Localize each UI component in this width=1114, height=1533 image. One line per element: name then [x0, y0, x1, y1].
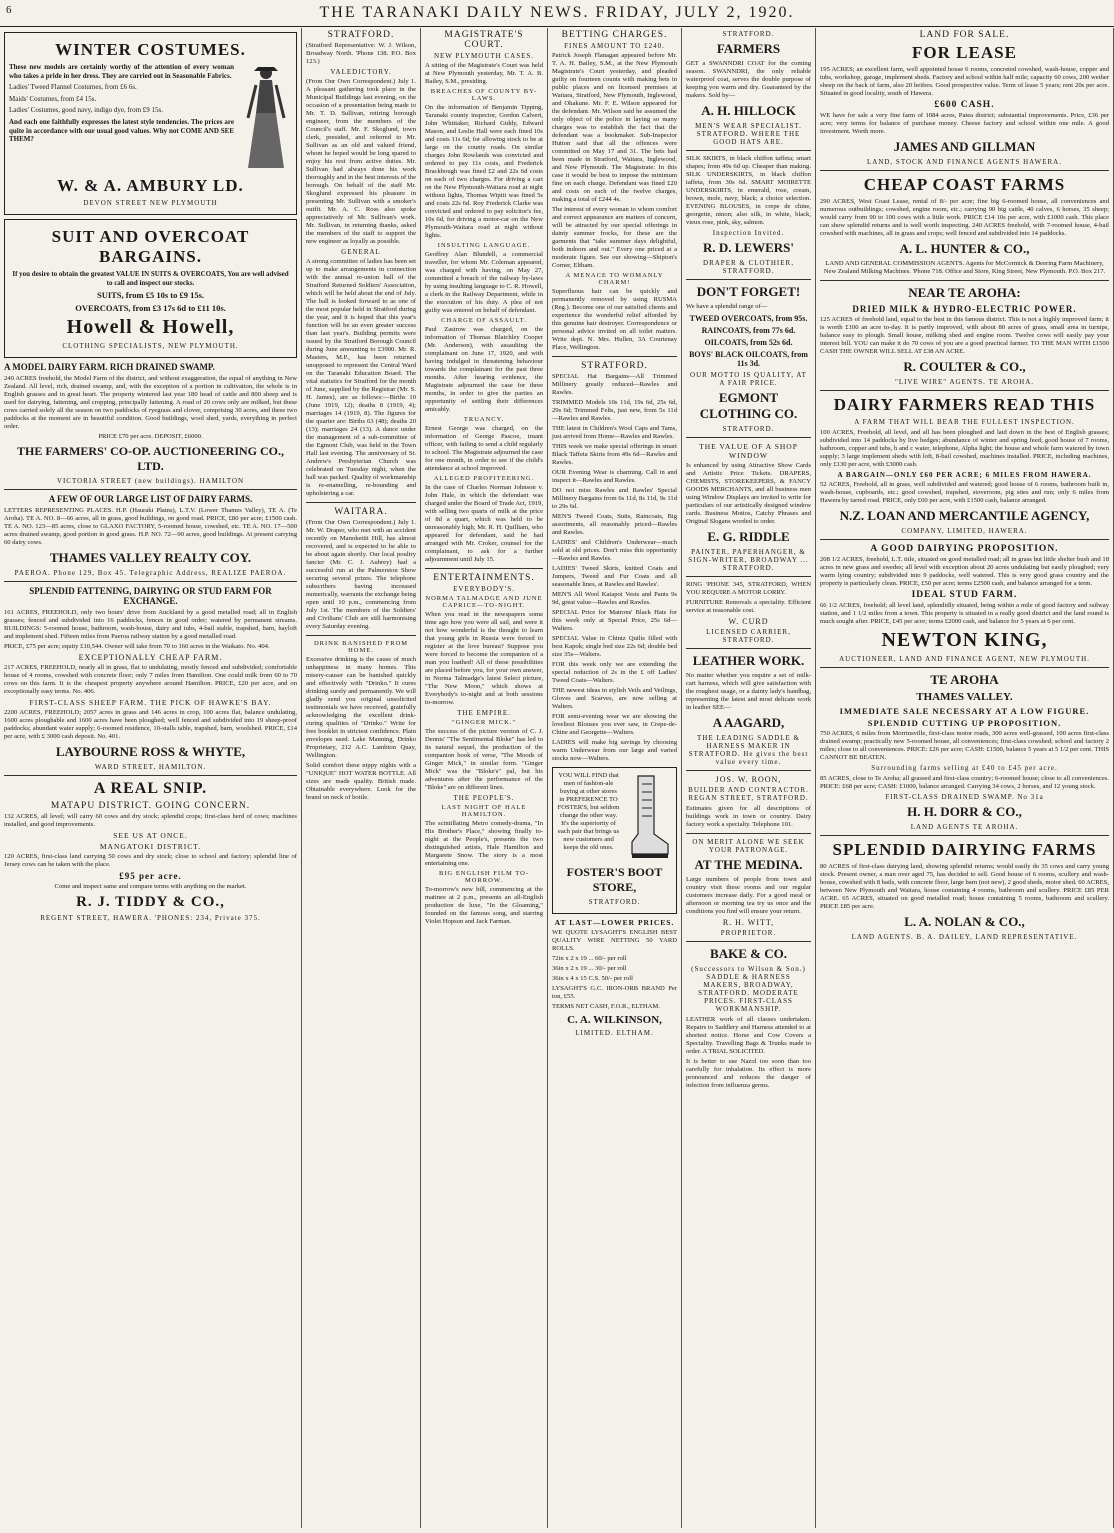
- real-snip-body: 132 ACRES, all level; will carry 60 cows and dry stock; splendid crops; first-class herd of cows; machines installed, and good improvements.: [4, 813, 297, 829]
- nz-loan-name: N.Z. LOAN AND MERCANTILE AGENCY,: [839, 508, 1090, 523]
- stratford-item: SPECIAL Price for Matrons' Black Hats for this week only at Special Price, 25s 6d—Walters.: [552, 609, 677, 632]
- general-heading: GENERAL: [341, 248, 381, 256]
- divider: [686, 279, 811, 280]
- mangatoki-price: £95 per acre.: [119, 871, 182, 882]
- hale-heading: LAST NIGHT OF HALE HAMILTON.: [441, 804, 527, 818]
- assault-heading: CHARGE OF ASSAULT.: [441, 317, 527, 324]
- raincoats: RAINCOATS, from 77s 6d.: [701, 326, 796, 335]
- riddle-name: E. G. RIDDLE: [707, 529, 790, 544]
- few-dairy-farms-body: LETTERS REPRESENTING PLACES. H.P. (Hauraki Plains), L.T.V. (Lower Thames Valley), TE A. (Te Aroha). TE A. NO. 8—66 acres, all in grass, good buildings, on good road. PRICE, £80 per acre; £1500 cash. TE A. NO. 123—85 acres, close to GLAXO FACTORY, 5-roomed house, cowshed, etc. TE A. NO. 17—500 acres drained swamp, good portion in good grass. H.P. NO. 72—90 acres, good buildings. At present carrying 60 dairy cows.: [4, 507, 297, 547]
- hunter-name: A. L. HUNTER & CO.,: [899, 241, 1030, 256]
- nazol-note: It is better to use Nazol too soon than too carefully for inhalation. Its effect is more pronounced and reduces the danger of infection from influenza germs.: [686, 1058, 811, 1089]
- terms: TERMS NET CASH, F.O.R., ELTHAM.: [552, 1003, 660, 1010]
- leather-body: No matter whether you require a set of milk-cart harness, which will give satisfaction with the roughest usage, or a dainty lady's handbag, representing the latest and most delicate work in leather SEE—: [686, 672, 811, 711]
- stratford-item: THIS week we make special offerings in smart Black Taffeta Skirts from 49s 6d—Rawles and Rawles.: [552, 443, 677, 466]
- stratford-item: LADIES' and Children's Underwear—much sold at old prices. Don't miss this opportunity—Rawles and Rawles.: [552, 539, 677, 562]
- dairy-farmers-read-body: 100 ACRES, Freehold, all level, and all has been ploughed and laid down in the best of English grasses; subdivided into 14 paddocks by live hedges; abundance of winter and spring feed; good house of 7 rooms, bathroom, copper and tubs, h and c water, telephone, Alpha light; the house and whole farm watered by town supply; 3 large implement sheds with loft, 8-bail cowshed, machines installed. PRICE, including machines, only £130 per acre, with £3000 cash.: [820, 429, 1109, 468]
- riddle-sub: PAINTER, PAPERHANGER, & SIGN-WRITER, BROADWAY ... STRATFORD.: [688, 548, 809, 572]
- divider: [686, 576, 811, 577]
- ginger-heading: "GINGER MICK.": [451, 719, 517, 726]
- witt-name: R. H. WITT,: [722, 918, 775, 927]
- fosters-town: STRATFORD.: [588, 898, 641, 906]
- coulter-sub: "LIVE WIRE" AGENTS. TE AROHA.: [894, 378, 1035, 386]
- inspection-invited: Inspection Invited.: [712, 229, 785, 237]
- egmont-town: STRATFORD.: [722, 425, 775, 433]
- drink-heading: DRINK BANISHED FROM HOME.: [313, 640, 409, 654]
- winter-intro: These new models are certainly worthy of the attention of every woman who takes a pride in her dress. They are carried out in Seasonable Fabrics.: [9, 63, 234, 80]
- divider: [820, 390, 1109, 391]
- bake-name: BAKE & CO.: [710, 946, 787, 961]
- farmers-coop: THE FARMERS' CO-OP. AUCTIONEERING CO., LTD.: [16, 444, 285, 474]
- dairy-farmers-read-heading: DAIRY FARMERS READ THIS: [833, 395, 1096, 414]
- column-1: [0, 28, 302, 1528]
- te-aroha-85-body: 85 ACRES, close to Te Aroha; all grassed and first-class country; 6-roomed house; close to all conveniences. PRICE: £68 per acre; CASH: £1000, balance arranged. Carrying 34 cows, 2 horses, and 12 young stock.: [820, 775, 1109, 790]
- stratford-item: LADIES will make big savings by choosing warm Underwear from our large and varied stocks now—Walters.: [552, 739, 677, 762]
- dairy-farm-body: 240 ACRES freehold, the Model Farm of the district, and without exaggeration, the equal of anything in New Zealand. All level, rich, drained swamp, and, with the exception of a portion in cultivation, the whole is in English grasses and in great heart. The property wintered last year 180 head of cattle and 800 sheep and is used for dairying, fattening, and cropping, principally fattening. A road of 20 cows only are milked, but these cows carried solely all the season on two paddocks of ryegrass and clover, comprising 30 acres, and these two paddocks at the moment are in beautiful condition. Good buildings, wool shed, yards, everything in perfect order.: [4, 375, 297, 431]
- mangatoki-note: Come and inspect same and compare terms with anything on the market.: [54, 883, 247, 891]
- divider: [820, 667, 1109, 668]
- suit-overcoat-ad: [4, 219, 297, 358]
- furniture-removals: FURNITURE Removals a speciality. Efficient service at reasonable cost.: [686, 599, 811, 614]
- splendid-dairying-heading: SPLENDID DAIRYING FARMS: [832, 840, 1097, 859]
- divider: [820, 280, 1109, 281]
- menace-heading: A MENACE TO WOMANLY CHARM!: [565, 272, 664, 286]
- assault-body: Paul Zastrow was charged, on the information of Thomas Blatchley Cooper (Mr. Anderson), with assaulting the complainant on June 17, 1920, and with having indulged in threatening behaviour towards the complainant for the past three months. After hearing evidence, the Magistrate adjourned the case for three months, in order to give the parties an opportunity of settling their differences amicably.: [425, 326, 543, 413]
- fosters-text: YOU WILL FIND that men of fashion-ale buying at other stores in PREFERENCE TO FOSTER'S, but seldom change the other way. It's the superiority of each pair that brings us new customers and keeps the old ones.: [557, 772, 620, 851]
- immediate-sale: IMMEDIATE SALE NECESSARY AT A LOW FIGURE.: [839, 706, 1090, 716]
- insulting-heading: INSULTING LANGUAGE.: [437, 242, 531, 249]
- dont-forget-heading: DON'T FORGET!: [696, 284, 801, 299]
- window-body: Is enhanced by using Attractive Show Cards and Artistic Price Tickets. DRAPERS, CHEMISTS, STOREKEEPERS, & FANCY GOODS MERCHANTS, and all business men using Window Displays are invited to write for particulars of our artistically designed window cards. Business Mottos, Catchy Phrases and Original Slogans worded to order.: [686, 462, 811, 525]
- ambury-name: W. & A. AMBURY LD.: [57, 176, 244, 195]
- betting-body: Patrick Joseph Flanagan appeared before Mr. T. A. H. Bailey, S.M., at the New Plymouth Magistrate's Court yesterday, and pleaded guilty on fourteen counts with making bets in public places and on licensed premises at Waitara, Stratford, New Plymouth, Inglewood, and Ohakune. Mr. F. E. Wilson appeared for the defendant. Mr. Wilson said he assumed the only object of the police in laying so many charges was to establish the fact that the defendant was a bookmaker. Sub-Inspector Hutton said that all the offences were committed on May 17 and 31. The bets had been made in Stratford, Waitara, Inglewood, and New Plymouth. The Magistrate: In this case it would be best to impose the minimum fine on each charge. Defendant was fined £20 and costs on each of the twelve charges, making a total of £244 4s.: [552, 52, 677, 203]
- boys-oilcoats: BOYS' BLACK OILCOATS, from 11s 3d.: [689, 350, 808, 368]
- stratford-item: DO not miss Rawles and Rawles' Special Millinery Bargains from 6s 11d, 8s 11d, 9s 11d to 29s 6d.: [552, 487, 677, 510]
- divider: [686, 150, 811, 151]
- wilkinson-sub: LIMITED. ELTHAM.: [575, 1029, 654, 1037]
- curd-name: W. CURD: [728, 617, 769, 626]
- netting-row: 72in x 2 x 19 ... 60/- per roll: [552, 955, 627, 962]
- newton-king-sub: AUCTIONEER, LAND AND FINANCE AGENT, NEW PLYMOUTH.: [839, 655, 1090, 663]
- tweed-overcoats: TWEED OVERCOATS, from 95s.: [689, 314, 808, 323]
- drink-body: Excessive drinking is the cause of much unhappiness in many homes. This misery-causer can be banished quickly and effectively with "Drinko." It cures drinking surely and permanently. We will gladly send you original unsolicited testimonials we have received, gratefully acknowledging the excellent drink-curing qualities of "Drinko." Write for free booklet in strictest confidence. Plain envelopes used. Lake Manning, Drinko Proprietary, 212 A.C. Lambton Quay, Wellington.: [306, 656, 416, 759]
- solid-comfort: Solid comfort these nippy nights with a "UNIQUE" HOT WATER BOTTLE. All sizes are made quality. British made. Obtainable everywhere. Look for the brand on neck of bottle.: [306, 762, 416, 801]
- column-4: [548, 28, 682, 1528]
- medina-body: Large numbers of people from town and country visit these rooms and our regular customers increase daily. For a good meal or afternoon or morning tea try us once and the conditions you find will ensure your return.: [686, 876, 811, 915]
- page-number: 6: [6, 4, 12, 16]
- ideal-stud-heading: IDEAL STUD FARM.: [911, 590, 1018, 600]
- bylaws-heading: BREACHES OF COUNTY BY-LAWS.: [430, 88, 538, 102]
- sheep-farm-heading: FIRST-CLASS SHEEP FARM. THE PICK OF HAWKE'S BAY.: [29, 698, 272, 708]
- lewers-sub: DRAPER & CLOTHIER, STRATFORD.: [703, 259, 794, 275]
- divider: [425, 568, 543, 569]
- winter-note: And each one faithfully expresses the latest style tendencies. The prices are quite in accordance with our usual good values. Why not COME AND SEE THEM?: [9, 117, 234, 144]
- stratford-item: SPECIAL Value in Chintz Quilts filled with best Kapok; single bed size 22s 6d; double bed size 35s—Walters.: [552, 635, 677, 658]
- suit-prices: SUITS, from £5 10s to £9 15s.: [96, 290, 205, 301]
- real-snip-sub: MATAPU DISTRICT. GOING CONCERN.: [50, 801, 251, 812]
- fines-heading: FINES AMOUNT TO £240.: [564, 42, 665, 50]
- overcoat-prices: OVERCOATS, from £3 17s 6d to £11 10s.: [75, 303, 226, 314]
- bake-body: LEATHER work of all classes undertaken. Repairs to Saddlery and Harness attended to at shortest notice. Horse and Cow Covers a Speciality. Travelling Bags & Trunks made to order. A TRIAL SOLICITED.: [686, 1016, 811, 1055]
- profiteering-body: In the case of Charles Norman Johnson v. John Hale, in which the defendant was charged under the Board of Trade Act, 1919, with selling two quarts of milk at the price of 8d a quart, which was held to be unreasonably high, Mr. R. H. Quilliam, who appeared for defendant, said he had arranged with Mr. Croker, counsel for the complainant, to ask for a further adjournment until July 15.: [425, 484, 543, 563]
- splendid-dairying-body: 80 ACRES of first-class dairying land, showing splendid returns; would easily do 35 cows and carry young stock. Present owner, a man over aged 75, has decided to sell. Good house of 6 rooms, scullery and wash-house, cowshed with 8 bails, with concrete floor, large barn (not new), 2 good sheds, motor shed. 60 ACRES, between New Plymouth and Waitara, house containing 4 rooms, bathroom and scullery. PRICE £85 PER ACRE. 65 ACRES, situated on good metalled road; house containing 5 rooms, bathroom and scullery. PRICE £85 per acre.: [820, 863, 1109, 910]
- np-cases: NEW PLYMOUTH CASES.: [433, 52, 535, 60]
- splendid-exchange-body: 161 ACRES, FREEHOLD, only two hours' drive from Auckland by a good metalled road; all in English grasses; fenced and subdivided into 16 paddocks, fences in good order; watered by permanent streams. BUILDINGS: 5-roomed house, bathroom, wash-house, dairy and tubs, 4-bail stable, trapshed, barn, hayloft and implement shed. Fifteen miles from Paeroa railway station by a good metalled road.: [4, 609, 297, 641]
- roon-body: Estimates given for all descriptions of buildings work in town or country. Dairy factory work a specialty. Telephone 101.: [686, 805, 811, 828]
- divider: [686, 833, 811, 834]
- window-heading: THE VALUE OF A SHOP WINDOW: [699, 442, 798, 460]
- immediate-body: 750 ACRES, 6 miles from Morrinsville, first-class motor roads, 300 acres well-grassed, 100 acres first-class drained swamp; practically new 5-roomed house, all conveniences; first-class cowshed; school and factory 2 miles; close to all conveniences. PRICE: £26 per acre; CASH: £1500, balance 5 years at 5 1/2 per cent. THIS CANNOT BE BEATEN.: [820, 730, 1109, 761]
- bargain-body: 52 ACRES, Freehold, all in grass, well subdivided and watered; good house of 6 rooms, bathroom built in, wash-house, cupboards, etc.; good cowshed, trapshed, stoveroom, pig sties and run; only 6 miles from Hawera by tarred road. PRICE, only £60 per acre, with £1500 cash, balance arranged.: [820, 481, 1109, 504]
- column-2: [302, 28, 421, 1528]
- stratford-heading: STRATFORD.: [581, 361, 648, 371]
- wilkinson-name: C. A. WILKINSON,: [567, 1014, 662, 1026]
- roon-sub: BUILDER AND CONTRACTOR. REGAN STREET, STRATFORD.: [688, 786, 809, 802]
- thames-valley-realty: THAMES VALLEY REALTY COY.: [49, 550, 252, 566]
- big-film-body: To-morrow's new bill, commencing at the matinee at 2 p.m., presents an all-English production de luxe, "In the Gloaming," founded on the famous song, and starring Violet Hopson and Jack Farman.: [425, 886, 543, 925]
- howell-name: Howell & Howell,: [66, 316, 235, 339]
- cheap-farm-heading: EXCEPTIONALLY CHEAP FARM.: [78, 653, 223, 663]
- lower-prices-body: WE QUOTE LYSAGHT'S ENGLISH BEST QUALITY WIRE NETTING 50 YARD ROLLS.: [552, 929, 677, 952]
- dairy-farmers-read-sub: A FARM THAT WILL BEAR THE FULLEST INSPECTION.: [854, 418, 1075, 426]
- valedictory-body: (From Our Own Correspondent.) July 1. A pleasant gathering took place in the Municipal Buildings last evening, on the occasion of a presentation being made to Mr. T. D. Sullivan, retiring borough engineer, from the members of the Council's staff. Mr. F. Skoglund, town clerk, presided, and referred to Mr. Sullivan as an old and valued friend, whom he hoped would be long spared to enjoy his rest from active duties. Mr. Sullivan had always done his work thoroughly and in the best interests of the borough. On behalf of the staff Mr. Skoglund expressed his pleasure in presenting Mr. Sullivan with a smoker's outfit. Mr. A. C. Ross also spoke appreciatively of Mr. Sullivan's work. Mr. Sullivan, in returning thanks, asked the members of the staff to support the new engineer as loyally as possible.: [306, 78, 416, 245]
- fosters-name: FOSTER'S BOOT STORE,: [566, 865, 663, 894]
- winter-item-2: Maids' Costumes, from £4 15s.: [9, 94, 97, 103]
- ring-phone: RING 'PHONE 345, STRATFORD, WHEN YOU REQUIRE A MOTOR LORRY.: [686, 581, 811, 596]
- stratford-item: TRIMMED Models 10s 11d, 19s 6d, 25s 6d, 29s 6d; Trimmed Felts, just new, from 5s 11d—Rawles and Rawles.: [552, 399, 677, 422]
- gillman-sub: LAND, STOCK AND FINANCE AGENTS HAWERA.: [866, 158, 1062, 166]
- te-aroha-heading: TE AROHA: [930, 672, 999, 687]
- cheap-coast-heading: CHEAP COAST FARMS: [863, 175, 1066, 194]
- divider: [4, 489, 297, 490]
- real-snip-title: A REAL SNIP.: [93, 780, 208, 798]
- menace-body: Superfluous hair can be quickly and permanently removed by using RUSMA (Reg.). Become one of our satisfied clients and experience the wonderful relief afforded by this genuine hair destroyer. Correspondence or personal advice invited on all toilet matters. Write dept. N. Mrs. Hullen, 3A Courtenay Place, Wellington.: [552, 288, 677, 351]
- medina-heading: AT THE MEDINA.: [694, 857, 803, 872]
- divider: [820, 539, 1109, 540]
- tiddy-address: REGENT STREET, HAWERA. 'PHONES: 234, Private 375.: [40, 914, 261, 923]
- gillman-name: JAMES AND GILLMAN: [893, 139, 1036, 154]
- dont-forget-body: We have a splendid range of—: [686, 303, 768, 310]
- everybodys-heading: EVERYBODY'S.: [453, 585, 515, 593]
- stratford-item: THE newest ideas in stylish Veils and Veilings, Gloves and Scarves, are now selling at Walters.: [552, 687, 677, 710]
- peoples-heading: THE PEOPLE'S.: [453, 794, 515, 802]
- dorr-name: H. H. DORR & CO.,: [907, 804, 1022, 819]
- mangatoki-heading: MANGATOKI DISTRICT.: [99, 842, 202, 852]
- laybourne-address: WARD STREET, HAMILTON.: [94, 763, 207, 772]
- mangatoki-body: 120 ACRES, first-class land carrying 50 cows and dry stock; close to school and factory; splendid line of Jersey cows can be taken with the place.: [4, 853, 297, 869]
- nolan-name: L. A. NOLAN & CO.,: [904, 914, 1025, 929]
- stratford-representative: (Stratford Representative: W. J. Wilson, Broadway North. 'Phone 138. P.O. Box 123.): [306, 42, 416, 65]
- divider: [306, 635, 416, 636]
- divider: [686, 437, 811, 438]
- stratford-item: MEN'S Tweed Coats, Suits, Raincoats, Big assortments, all reasonably priced—Rawles and Rawles.: [552, 513, 677, 536]
- splendid-exchange-price: PRICE, £75 per acre; equity £10,544. Owner will take from 70 to 160 acres in the Waikato. No. 404.: [4, 643, 270, 651]
- lease-cash: £600 CASH.: [934, 100, 995, 110]
- nolan-sub: LAND AGENTS. B. A. DAILEY, LAND REPRESENTATIVE.: [851, 933, 1078, 941]
- divider: [686, 648, 811, 649]
- merit-line: ON MERIT ALONE WE SEEK YOUR PATRONAGE.: [692, 838, 805, 854]
- norma-heading: NORMA TALMADGE AND JUNE CAPRICE—TO-NIGHT.: [425, 595, 543, 609]
- profiteering-heading: ALLEGED PROFITEERING.: [433, 475, 535, 482]
- farmers-body: GET a SWANNDRI COAT for the coming season. SWANNDRI, the only reliable waterproof coat, serves the double purpose of keeping you warm and dry. Guaranteed by the makers. Sold by—: [686, 60, 811, 99]
- egmont-clothing: EGMONT CLOTHING CO.: [699, 390, 798, 421]
- waitara-body: (From Our Own Correspondent.) July 1. Mr. W. Draper, who met with an accident recently on Manoketiti Hill, has almost recovered, and is expected to be able to be about again shortly. Our local poultry fancier (Mr. C. J. Aubrey) had a successful run at the Palmerston Show securing several prizes. The telephone subscribers having increased numerically, warrants the exchange being open until 10 p.m., commencing from July 1st. The members of the Soldiers' and Civilians' Club are still harmonising every Saturday evening.: [306, 519, 416, 630]
- insulting-body: Geoffrey Alan Blundell, a commercial traveller, for whom Mr. Coleman appeared, was charged with having, on May 27, committed a breach of the railway by-laws by using insulting language to C. R. Howell, a clerk in the Railway Department, while in the execution of his duty. A plea of not guilty was entered on behalf of defendant.: [425, 251, 543, 314]
- netting-row: 36in x 4 x 15 C.S. 50/- per roll: [552, 975, 633, 982]
- lewers-name: R. D. LEWERS': [702, 240, 795, 255]
- divider: [820, 170, 1109, 171]
- valedictory-heading: VALEDICTORY.: [330, 68, 392, 76]
- ambury-address: DEVON STREET NEW PLYMOUTH: [83, 199, 218, 207]
- norma-body: When you read in the newspapers some time ago how you were all sail, and were it not how wonderful is the thought to learn that young girls in Russia were forced to register at the love bureau? Suppose you were forced to become the companion of a man you loathed! All of these possibilities are placed before you, for your own answer, in Norma Talmadge's latest Select picture, "The New Moon," which shows at Everybody's to-night and at both sessions to-morrow.: [425, 611, 543, 706]
- stratford-heading: STRATFORD.: [327, 30, 395, 40]
- thames-valley-heading: THAMES VALLEY.: [916, 691, 1013, 703]
- stratford-item: FOR semi-evening wear we are showing the loveliest Blouses you ever saw, in Crepe-de-Chine and Georgette—Walters.: [552, 713, 677, 736]
- betting-heading: BETTING CHARGES.: [561, 30, 668, 40]
- cheap-coast-body: 290 ACRES, West Coast Lease, rental of 8/- per acre; fine big 6-roomed house, all conveniences and numerous outbuildings; cowshed, engine room, etc.; carrying 90 big cattle, 40 calves, 6 horses, 35 sheep; would carry from 90 to 100 cows with a little work. PRICE £14 10s per acre, with £1000 cash. This place can show splendid returns and is well worth inspecting. 240 ACRES freehold, with 7-roomed house, 4-bail cowshed with machines, all in grass and crops; well fenced and subdivided into 14 paddocks.: [820, 198, 1109, 237]
- column-5: [682, 28, 816, 1528]
- divider: [820, 835, 1109, 836]
- for-lease-heading: FOR LEASE: [912, 43, 1017, 62]
- winter-item-1: Ladies' Tweed Flannel Costumes, from £6 6s.: [9, 83, 137, 92]
- suit-intro: If you desire to obtain the greatest VALUE IN SUITS & OVERCOATS, You are well advised to call and inspect our stocks.: [12, 270, 289, 287]
- farmers-coop-address: VICTORIA STREET (new buildings). HAMILTON: [56, 477, 245, 486]
- howell-sub: CLOTHING SPECIALISTS, NEW PLYMOUTH.: [62, 342, 239, 351]
- lysaght-iron: LYSAGHT'S G.C. IRON-ORB BRAND Per ton, £55.: [552, 985, 677, 1000]
- surrounding-farms: Surrounding farms selling at £40 to £45 per acre.: [871, 764, 1058, 772]
- entertainments-heading: ENTERTAINMENTS.: [433, 573, 535, 583]
- land-for-sale-heading: LAND FOR SALE.: [919, 30, 1010, 40]
- winter-costumes-ad: [4, 32, 297, 215]
- newspaper-title: THE TARANAKI DAILY NEWS. FRIDAY, JULY 2, 1920.: [319, 4, 795, 21]
- bylaws-body: On the information of Benjamin Tipping, Taranaki county inspector, Gordon Calvert, John Whittaker, Richard Giddy, Edward Mason, and Leslie Hall were each fined 10s and costs 11s 6d, for allowing stock to be at large on the county roads. On similar charges John Rowlands was convicted and ordered to pay 11s costs, and Frederick Brackbough was fined £2 and 22s 6d costs on each of two charges. For driving a cart on the New Plymouth-Waitara road at night without lights, Thomas Wipiti was fined 5s and costs 22s 6d. Roy Frederick Clarke was convicted and ordered to pay solicitor's fee, 10s 6d, for driving a motor-car on the New Plymouth-Waitara road at night without lights.: [425, 104, 543, 239]
- ideal-stud-body: 66 1/2 ACRES, freehold; all level land, splendidly situated, being within a mile of good factory and railway station, and 1 1/2 miles from a town. This property is situated in a really good district and the land round is much sought after. PRICE, £45 per acre; terms £2000 cash, and balance for 5 years at 6 per cent.: [820, 602, 1109, 625]
- boot-illustration: [624, 772, 672, 862]
- motto: OUR MOTTO IS QUALITY, AT A FAIR PRICE.: [690, 371, 807, 387]
- empire-heading: THE EMPIRE.: [457, 709, 511, 717]
- aagaard-name: A AAGARD,: [712, 715, 785, 730]
- winter-item-3: Ladies' Costumes, good navy, indigo dye, from £9 15s.: [9, 106, 164, 115]
- coulter-name: R. COULTER & CO.,: [903, 359, 1026, 374]
- roon-name: JOS. W. ROON,: [715, 775, 782, 784]
- truancy-body: Ernest George was charged, on the information of George Pascoe, truant officer, with failing to send a child regularly to school. The Magistrate adjourned the case for one month, in order to see if the child's attendance at school improved.: [425, 425, 543, 472]
- dorr-sub: LAND AGENTS TE AROHA.: [910, 823, 1019, 831]
- splendid-cutting: SPLENDID CUTTING UP PROPOSITION.: [867, 718, 1062, 728]
- see-us: SEE US AT ONCE.: [113, 831, 188, 841]
- divider: [4, 775, 297, 776]
- good-dairy-heading: A GOOD DAIRYING PROPOSITION.: [870, 544, 1059, 554]
- few-dairy-farms-heading: A FEW OF OUR LARGE LIST OF DAIRY FARMS.: [48, 494, 253, 505]
- stratford-heading: STRATFORD.: [722, 30, 775, 38]
- stratford-item: THE latest in Children's Wool Caps and Tams, just arrived from Home—Rawles and Rawles.: [552, 425, 677, 440]
- hale-body: The scintillating Metro comedy-drama, "In His Brother's Place," showing finally to-night at the People's, presents the two distinguished artists, Hale Hamilton and Margarete Snow. The story is a most entertaining one.: [425, 820, 543, 867]
- general-body: A strong committee of ladies has been set up to make arrangements in connection with the annual re-union ball of the Stratford Returned Soldiers' Association, which will be held about the end of July. The ball is looked forward to as one of the most popular held in Stratford during the year, and it is hoped that this year's function will be an even greater success than last year's. Building permits were issued by the Stratford Borough Council during June amounting to £3900. Mr. R. Masters, M.P., has been returned unopposed to represent the Central Ward on the Taranaki Education Board. The vital statistics for Stratford for the month of June, supplied by the Registrar (Mr. S. H. James), are as follows:—Births 10 (June 1919, 12); deaths 8 (1919, 4); marriages 14 (1919, 8). The figures for the quarter are: Births 63 (48); deaths 20 (13); marriages 24 (13). A dance under the management of a sub-committee of the Egmont Club, was held in the Town Hall last evening. The anniversary of St. Andrew's Presbyterian Church was celebrated on Tuesday night, when the hall was packed. Quality of workmanship is re-enamelling, re-bounding and upholstering a car.: [306, 258, 416, 497]
- te-aroha-near-body: 125 ACRES of freehold land, equal to the best in this famous district. This is not a highly improved farm; it is worth £100 an acre to-day. It is partly improved, with about 80 acres of grass, small area in turnips, balance easy to plough. Small house, milking shed and engine room. Twelve cows will easily pay your interest bill. YOU can make it do 70 cows of you are a good practical farmer. TO THE MAN WITH £1500 CASH THE OWNER WILL SELL AT £38 AN ACRE.: [820, 316, 1109, 355]
- te-aroha-near-heading: NEAR TE AROHA:: [908, 285, 1021, 300]
- dried-milk-sub: DRIED MILK & HYDRO-ELECTRIC POWER.: [852, 304, 1077, 314]
- nz-loan-sub: COMPANY, LIMITED, HAWERA.: [901, 527, 1028, 535]
- lease-note: WE have for sale a very fine farm of 1084 acres, Patea district; substantial improvements. Price, £36 per acre; very terms for balance of purchase money. Cheese factory and school within one mile. A good investment. Worth more.: [820, 112, 1109, 135]
- divider: [306, 502, 416, 503]
- lower-prices-heading: AT LAST—LOWER PRICES.: [554, 918, 675, 927]
- winter-title: WINTER COSTUMES.: [55, 40, 246, 59]
- fosters-boot-ad: [552, 767, 677, 914]
- masthead: [0, 0, 1114, 27]
- stratford-item: MEN'S All Wool Kaiapoi Vests and Pants 9s 9d, great value—Rawles and Rawles.: [552, 591, 677, 606]
- stratford-item: FOR this week only we are extending the special reduction of 2s in the £ off Ladies' Tweed Coats—Walters.: [552, 661, 677, 684]
- hillock-sub: MEN'S WEAR SPECIALIST. STRATFORD. WHERE THE GOOD HATS ARE.: [695, 122, 802, 146]
- dairy-farm-heading: A MODEL DAIRY FARM. RICH DRAINED SWAMP.: [4, 362, 215, 373]
- cheap-farm-body: 217 ACRES, FREEHOLD, nearly all in grass, flat to undulating, mostly fenced and subdivided; comfortable house of 4 rooms, cowshed with concrete floor; only 7 miles from Hamilton. One could milk from 60 to 70 cows on this farm. It is the cheapest property anywhere around Hamilton. PRICE, £20 per acre, and on exceptionally easy terms. No. 406.: [4, 664, 297, 696]
- divider: [686, 941, 811, 942]
- truancy-heading: TRUANCY.: [463, 416, 505, 423]
- stratford-item: SPECIAL Hat Bargains—All Trimmed Millinery greatly reduced—Rawles and Rawles.: [552, 373, 677, 396]
- newton-king-name: NEWTON KING,: [881, 629, 1048, 651]
- leather-heading: LEATHER WORK.: [692, 653, 805, 668]
- dairy-farm-price: PRICE £70 per acre. DEPOSIT, £6000.: [98, 433, 203, 441]
- stratford-item: LADIES' Tweed Skirts, knitted Coats and Jumpers, Tweed and Fur Coats and all seasonable lines, at Rawles and Rawles'.: [552, 565, 677, 588]
- lease-body: 195 ACRES; an excellent farm, well appointed house 6 rooms, concreted cowshed, wash-house, copper and tubs, workshop, garage, implement sheds. Factory and school within half mile; capacity 60 cows, 200 wether sheep on the back of farm, also 20 heifers. Good prospective value. Term of lease 5 years; rent 20s per acre. Situated in good locality, south of Hawera.: [820, 66, 1109, 97]
- witt-sub: PROPRIETOR.: [720, 929, 777, 937]
- sheep-farm-body: 2200 ACRES, FREEHOLD; 2057 acres in grass and 146 acres in crop, 100 acres flat, balance undulating, 1600 acres ploughable and 1600 acres have been ploughed; well fenced and subdivided into 19 sheep-proof paddocks; abundant water supply; 6-roomed residence, 10-stalls table, trapshed, barn, woolshed. PRICE, £14 per acre, with £ 3000 cash deposit. No. 401.: [4, 709, 297, 741]
- bake-sub: (Successors to Wilson & Son.) SADDLE & HARNESS MAKERS, BROADWAY, STRATFORD. MODERATE PRICES. FIRST-CLASS WORKMANSHIP.: [691, 965, 806, 1013]
- laybourne-name: LAYBOURNE ROSS & WHYTE,: [55, 744, 246, 760]
- hillock-name: A. H. HILLOCK: [701, 103, 796, 118]
- aagaard-sub: THE LEADING SADDLE & HARNESS MAKER IN STRATFORD. He gives the best value every time.: [688, 734, 809, 766]
- stratford-item: OUR Evening Wear is charming. Call in and inspect it—Rawles and Rawles.: [552, 469, 677, 484]
- divider: [686, 770, 811, 771]
- lady-costume-illustration: [240, 63, 292, 173]
- column-3: [421, 28, 548, 1528]
- good-dairy-body: 208 1/2 ACRES, freehold, L.T. title, situated on good metalled road; all in grass but little shelter bush and 18 acres in new grass and swedes; all level with exception about 20 acres undulating but easily ploughed; very warm lying country; subdivided into 9 paddocks, well watered. This is very good grass country and the property is particularly clean. PRICE, £50 per acre; terms £2500 cash, and balance arranged for a term.: [820, 556, 1109, 587]
- ginger-body: The success of the picture version of C. J. Dennis' "The Sentimental Bloke" has led to its natural sequel, the production of the companion book of verse, "The Moods of Ginger Mick," in similar form. "Ginger Mick" was the "Bloke's" pal, but his adventures after the performance of the "Bloke" are on different lines.: [425, 728, 543, 791]
- farmers-heading: FARMERS: [716, 41, 781, 56]
- thames-valley-address: PAEROA. Phone 129, Box 45. Telegraphic Address, REALIZE PAEROA.: [14, 569, 287, 578]
- curd-sub: LICENSED CARRIER, STRATFORD.: [706, 628, 791, 644]
- divider: [4, 581, 297, 582]
- splendid-exchange-heading: SPLENDID FATTENING, DAIRYING OR STUD FARM FOR EXCHANGE.: [29, 586, 272, 607]
- waitara-heading: WAITARA.: [334, 507, 388, 517]
- oilcoats: OILCOATS, from 52s 6d.: [704, 338, 793, 347]
- mag-intro: A sitting of the Magistrate's Court was held at New Plymouth yesterday, Mr. T. A. B. Bailey, S.M., presiding.: [425, 62, 543, 85]
- silk-body: SILK SKIRTS, in black chiffon taffeta; smart shapes; from 49s 6d up. Cheaper than making. SILK UNDERSKIRTS, in black chiffon taffeta, from 30s 6d. SMART MOIRETTE UNDERSKIRTS, in emerald, rose, cream, brown, mole, navy, black; a choice selection. EVENING BLOUSES, in crepe de chine, georgette, ninon; also silk, in white, black, vieux rose, pink, sky, salmon.: [686, 155, 811, 226]
- bargain-heading: A BARGAIN—ONLY £60 PER ACRE; 6 MILES FROM HAWERA.: [837, 471, 1092, 479]
- interest-body: The interest of every woman to whom comfort and correct appearance are matters of concern, will be attracted by our special offerings in dainty summer frocks, for these are the garments that "take summer days delightful, both indoors and out." Every one priced at a moderate figure. See our showing—Shipton's Corner, Eltham.: [552, 206, 677, 269]
- hunter-sub: LAND AND GENERAL COMMISSION AGENTS. Agents for McCormick & Deering Farm Machinery, New Zealand Milking Machines. 'Phone 718. Office and Store, King Street, New Plymouth. P.O. Box 217.: [823, 260, 1106, 275]
- tiddy-name: R. J. TIDDY & CO.,: [76, 894, 225, 911]
- magistrate-heading: MAGISTRATE'S COURT.: [444, 30, 524, 50]
- column-6: [816, 28, 1114, 1528]
- divider: [552, 356, 677, 357]
- suit-title: SUIT AND OVERCOAT BARGAINS.: [51, 227, 250, 266]
- first-class-drained: FIRST-CLASS DRAINED SWAMP. No 31a: [885, 793, 1044, 801]
- netting-row: 36in x 2 x 19 ... 30/- per roll: [552, 965, 627, 972]
- big-film-heading: BIG ENGLISH FILM TO-MORROW.: [439, 870, 529, 884]
